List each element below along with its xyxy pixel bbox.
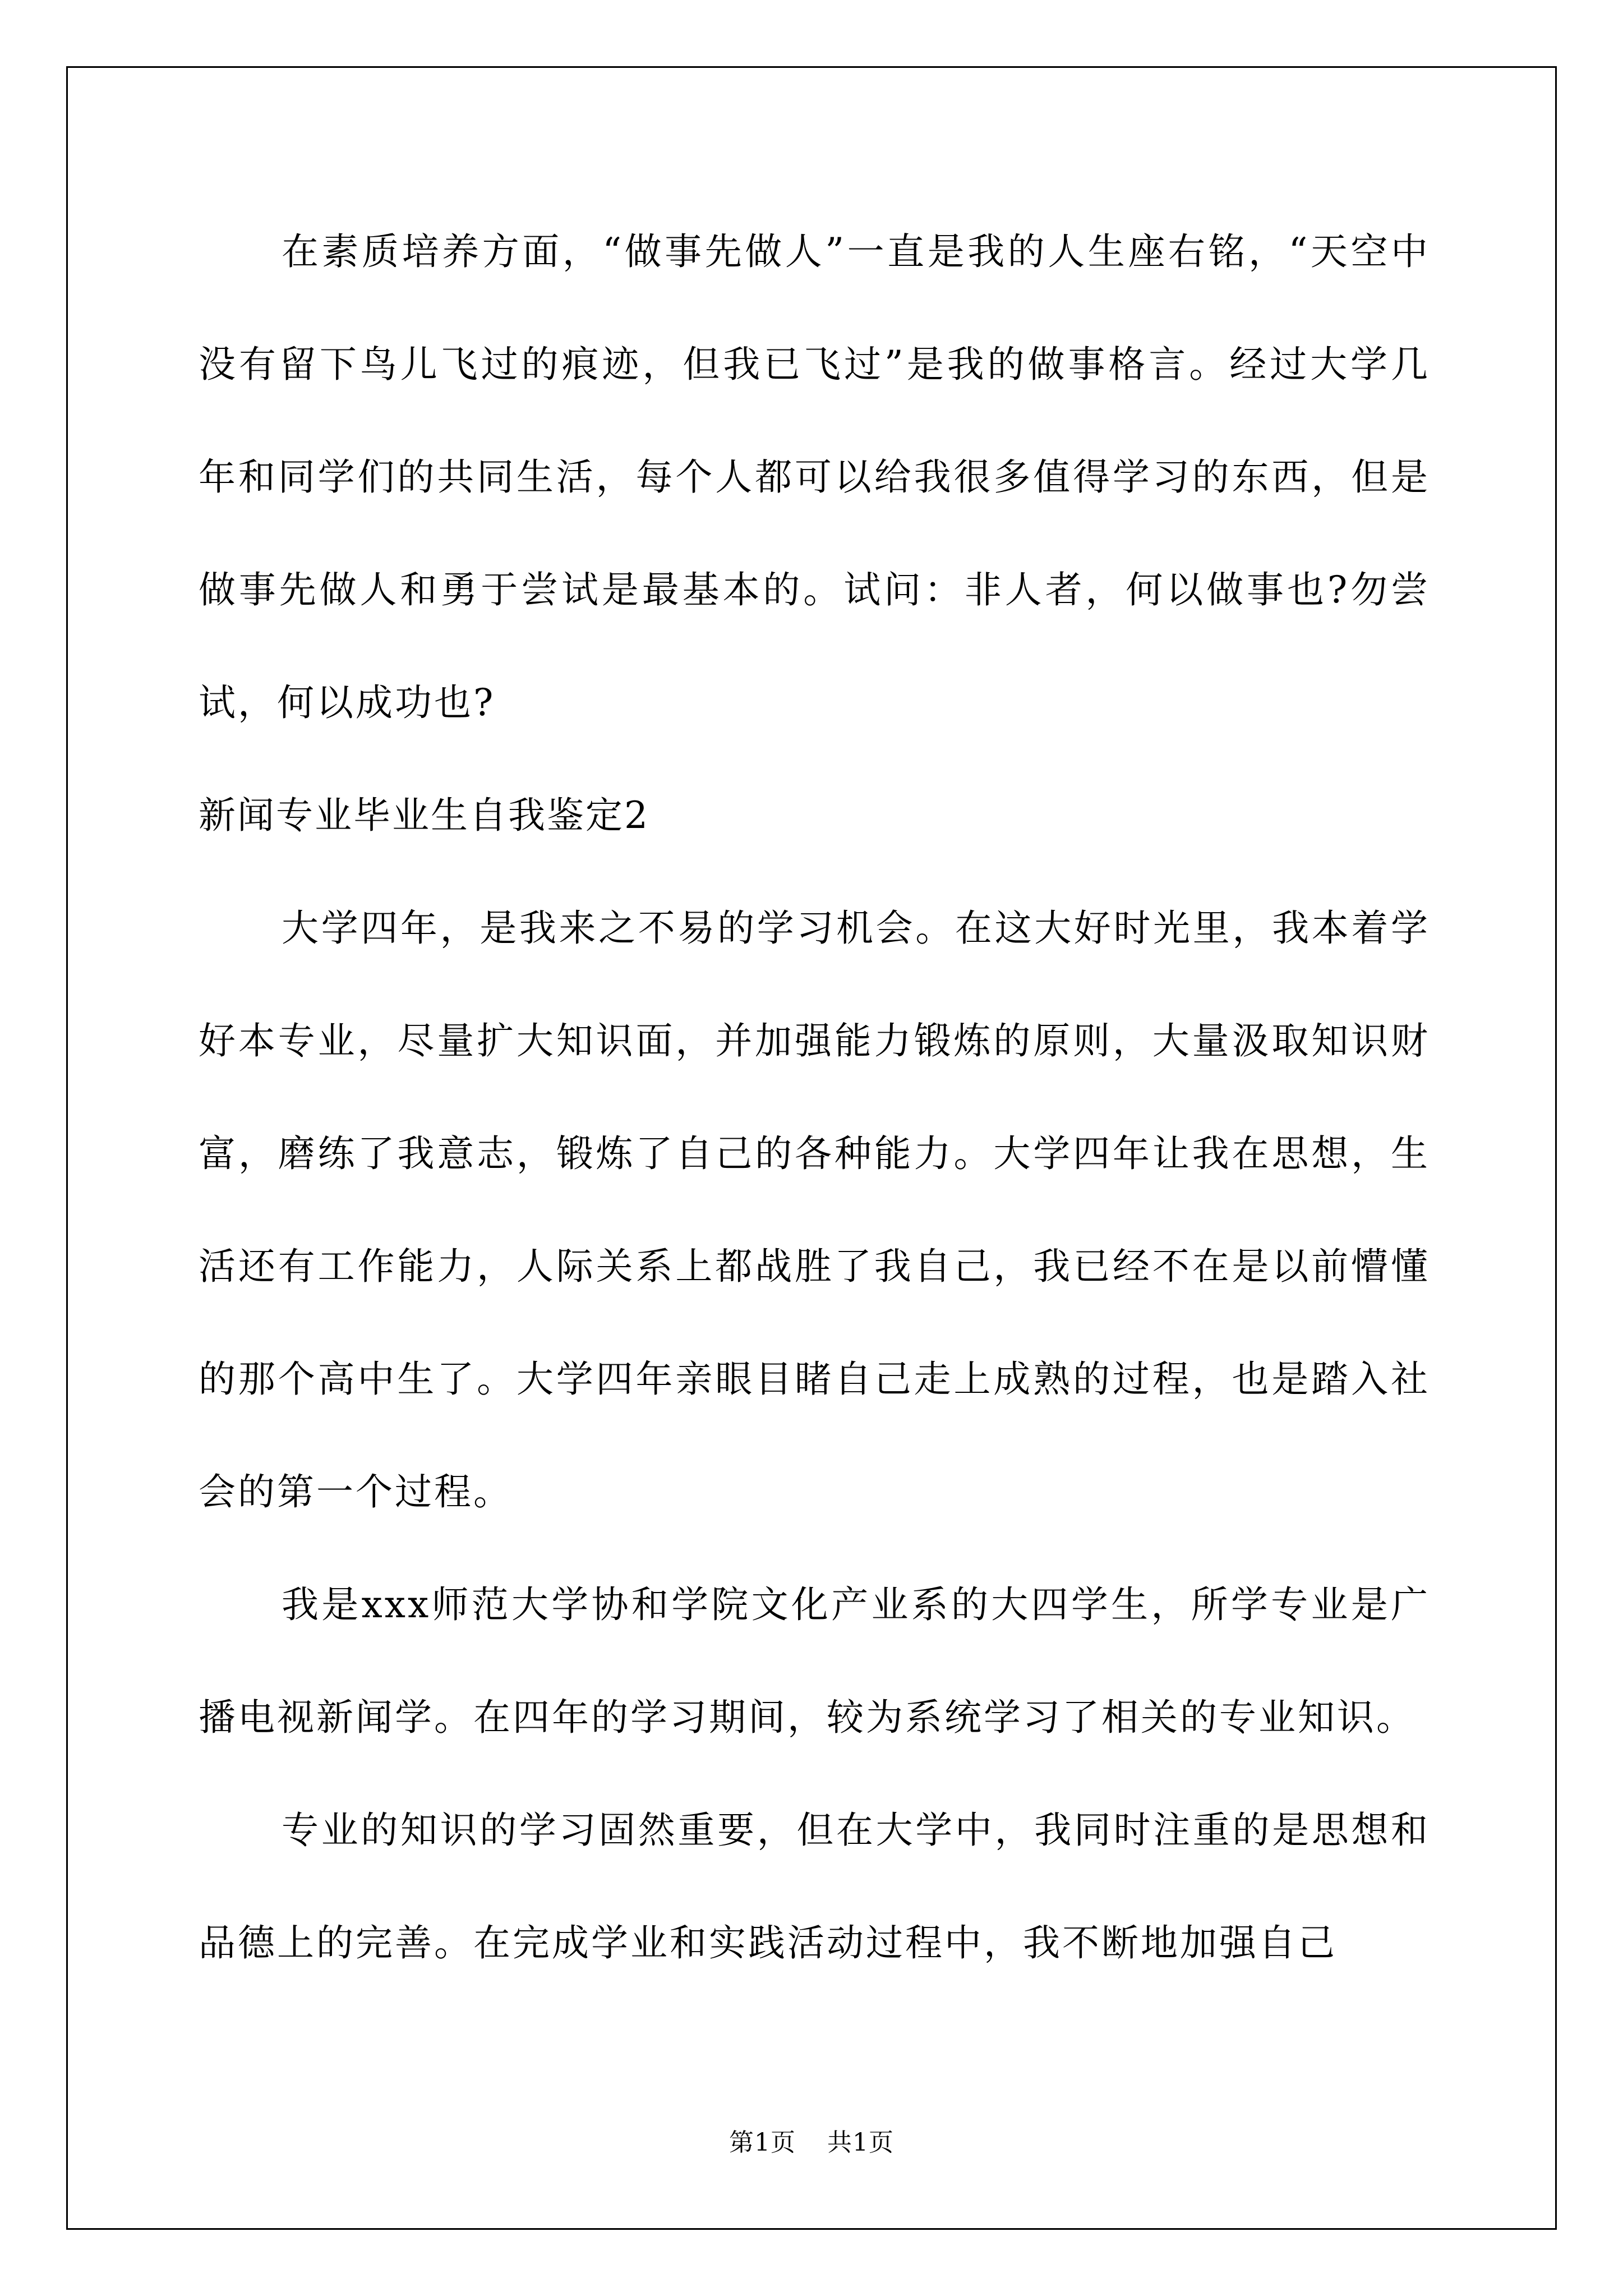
document-body [199,195,1430,1999]
paragraph-moral-development: 专业的知识的学习固然重要，但在大学中，我同时注重的是思想和品德上的完善。在完成学业和实践活动过程中，我不断地加强自己 [199,1809,1430,1964]
paragraph-quality-cultivation: 在素质培养方面，“做事先做人”一直是我的人生座右铭，“天空中没有留下鸟儿飞过的痕迹，但我已飞过”是我的做事格言。经过大学几年和同学们的共同生活，每个人都可以给我很多值得学习的东西，但是做事先做人和勇于尝试是最基本的。试问：非人者，何以做事也?勿尝试，何以成功也? [199,230,1430,724]
page-number: 第1页 [729,2128,796,2157]
page-total: 共1页 [827,2128,894,2157]
page-footer [0,2126,1623,2160]
section-heading: 新闻专业毕业生自我鉴定2 [199,794,649,837]
paragraph-introduction: 我是xxx师范大学协和学院文化产业系的大四学生，所学专业是广播电视新闻学。在四年的学习期间，较为系统学习了相关的专业知识。 [199,1583,1430,1739]
paragraph-four-years: 大学四年，是我来之不易的学习机会。在这大好时光里，我本着学好本专业，尽量扩大知识面，并加强能力锻炼的原则，大量汲取知识财富，磨练了我意志，锻炼了自己的各种能力。大学四年让我在思想，生活还有工作能力，人际关系上都战胜了我自己，我已经不在是以前懵懂的那个高中生了。大学四年亲眼目睹自己走上成熟的过程，也是踏入社会的第一个过程。 [199,907,1430,1513]
